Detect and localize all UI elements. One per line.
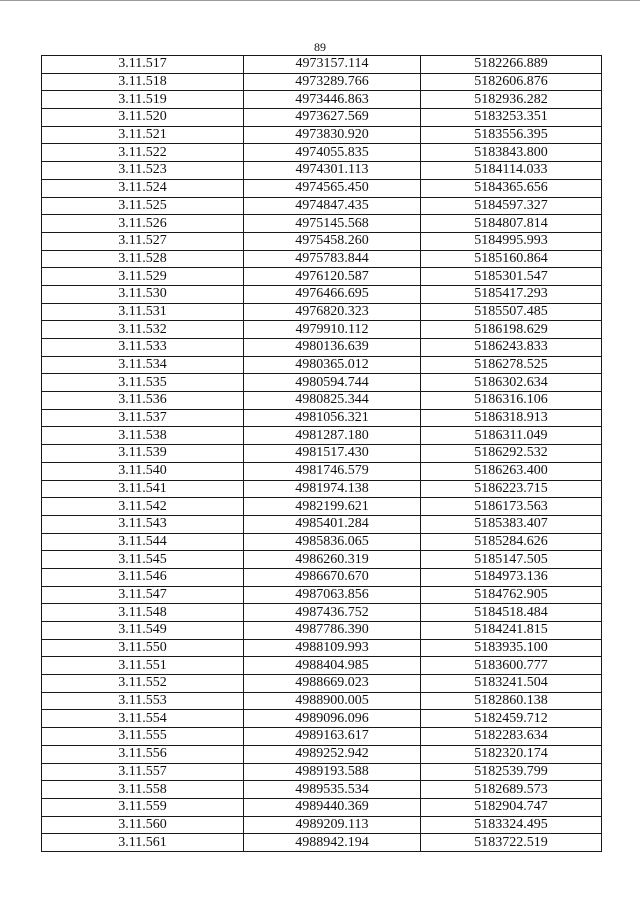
point-id-cell: 3.11.545	[42, 551, 244, 569]
table-row	[42, 568, 602, 586]
table-row	[42, 73, 602, 91]
x-coordinate-cell: 4989440.369	[244, 798, 421, 816]
y-coordinate-cell: 5182459.712	[421, 710, 602, 728]
y-coordinate-cell: 5184365.656	[421, 179, 602, 197]
point-id-cell: 3.11.534	[42, 356, 244, 374]
point-id-cell: 3.11.559	[42, 798, 244, 816]
point-id-cell: 3.11.537	[42, 409, 244, 427]
x-coordinate-cell: 4987063.856	[244, 586, 421, 604]
table-row	[42, 745, 602, 763]
point-id-cell: 3.11.525	[42, 197, 244, 215]
point-id-cell: 3.11.561	[42, 834, 244, 852]
y-coordinate-cell: 5183843.800	[421, 144, 602, 162]
y-coordinate-cell: 5182936.282	[421, 91, 602, 109]
y-coordinate-cell: 5186318.913	[421, 409, 602, 427]
y-coordinate-cell: 5182689.573	[421, 781, 602, 799]
y-coordinate-cell: 5185147.505	[421, 551, 602, 569]
point-id-cell: 3.11.548	[42, 604, 244, 622]
x-coordinate-cell: 4989193.588	[244, 763, 421, 781]
table-row	[42, 763, 602, 781]
point-id-cell: 3.11.544	[42, 533, 244, 551]
y-coordinate-cell: 5182266.889	[421, 56, 602, 74]
x-coordinate-cell: 4989209.113	[244, 816, 421, 834]
y-coordinate-cell: 5185507.485	[421, 303, 602, 321]
point-id-cell: 3.11.535	[42, 374, 244, 392]
y-coordinate-cell: 5183600.777	[421, 657, 602, 675]
y-coordinate-cell: 5184241.815	[421, 622, 602, 640]
point-id-cell: 3.11.550	[42, 639, 244, 657]
table-row	[42, 392, 602, 410]
y-coordinate-cell: 5185417.293	[421, 285, 602, 303]
table-row	[42, 816, 602, 834]
x-coordinate-cell: 4982199.621	[244, 498, 421, 516]
point-id-cell: 3.11.555	[42, 728, 244, 746]
y-coordinate-cell: 5184597.327	[421, 197, 602, 215]
point-id-cell: 3.11.529	[42, 268, 244, 286]
x-coordinate-cell: 4974565.450	[244, 179, 421, 197]
point-id-cell: 3.11.560	[42, 816, 244, 834]
point-id-cell: 3.11.539	[42, 445, 244, 463]
point-id-cell: 3.11.552	[42, 675, 244, 693]
point-id-cell: 3.11.558	[42, 781, 244, 799]
table-row	[42, 126, 602, 144]
table-row	[42, 622, 602, 640]
point-id-cell: 3.11.549	[42, 622, 244, 640]
table-row	[42, 339, 602, 357]
table-row	[42, 303, 602, 321]
table-row	[42, 427, 602, 445]
x-coordinate-cell: 4979910.112	[244, 321, 421, 339]
table-row	[42, 232, 602, 250]
x-coordinate-cell: 4973830.920	[244, 126, 421, 144]
x-coordinate-cell: 4973446.863	[244, 91, 421, 109]
y-coordinate-cell: 5186316.106	[421, 392, 602, 410]
table-row	[42, 250, 602, 268]
table-row	[42, 586, 602, 604]
y-coordinate-cell: 5183324.495	[421, 816, 602, 834]
point-id-cell: 3.11.522	[42, 144, 244, 162]
y-coordinate-cell: 5186223.715	[421, 480, 602, 498]
x-coordinate-cell: 4975145.568	[244, 215, 421, 233]
table-row	[42, 639, 602, 657]
page-number: 89	[314, 40, 326, 54]
x-coordinate-cell: 4988942.194	[244, 834, 421, 852]
table-row	[42, 728, 602, 746]
point-id-cell: 3.11.523	[42, 162, 244, 180]
x-coordinate-cell: 4974301.113	[244, 162, 421, 180]
coordinates-table-body	[42, 56, 602, 852]
point-id-cell: 3.11.524	[42, 179, 244, 197]
table-row	[42, 498, 602, 516]
y-coordinate-cell: 5182606.876	[421, 73, 602, 91]
table-row	[42, 515, 602, 533]
table-row	[42, 781, 602, 799]
table-row	[42, 798, 602, 816]
y-coordinate-cell: 5183556.395	[421, 126, 602, 144]
y-coordinate-cell: 5186263.400	[421, 462, 602, 480]
x-coordinate-cell: 4974055.835	[244, 144, 421, 162]
y-coordinate-cell: 5184973.136	[421, 568, 602, 586]
point-id-cell: 3.11.553	[42, 692, 244, 710]
y-coordinate-cell: 5185160.864	[421, 250, 602, 268]
point-id-cell: 3.11.530	[42, 285, 244, 303]
y-coordinate-cell: 5186198.629	[421, 321, 602, 339]
point-id-cell: 3.11.546	[42, 568, 244, 586]
table-row	[42, 374, 602, 392]
table-row	[42, 710, 602, 728]
point-id-cell: 3.11.541	[42, 480, 244, 498]
point-id-cell: 3.11.540	[42, 462, 244, 480]
point-id-cell: 3.11.533	[42, 339, 244, 357]
table-row	[42, 144, 602, 162]
x-coordinate-cell: 4980365.012	[244, 356, 421, 374]
x-coordinate-cell: 4975783.844	[244, 250, 421, 268]
y-coordinate-cell: 5183253.351	[421, 109, 602, 127]
x-coordinate-cell: 4985401.284	[244, 515, 421, 533]
x-coordinate-cell: 4988669.023	[244, 675, 421, 693]
y-coordinate-cell: 5184114.033	[421, 162, 602, 180]
table-row	[42, 409, 602, 427]
x-coordinate-cell: 4989535.534	[244, 781, 421, 799]
x-coordinate-cell: 4987436.752	[244, 604, 421, 622]
y-coordinate-cell: 5183722.519	[421, 834, 602, 852]
x-coordinate-cell: 4986670.670	[244, 568, 421, 586]
y-coordinate-cell: 5182283.634	[421, 728, 602, 746]
x-coordinate-cell: 4976820.323	[244, 303, 421, 321]
point-id-cell: 3.11.519	[42, 91, 244, 109]
point-id-cell: 3.11.547	[42, 586, 244, 604]
y-coordinate-cell: 5182320.174	[421, 745, 602, 763]
point-id-cell: 3.11.517	[42, 56, 244, 74]
point-id-cell: 3.11.527	[42, 232, 244, 250]
point-id-cell: 3.11.538	[42, 427, 244, 445]
x-coordinate-cell: 4976466.695	[244, 285, 421, 303]
coordinates-table	[41, 55, 602, 852]
table-row	[42, 462, 602, 480]
y-coordinate-cell: 5184807.814	[421, 215, 602, 233]
y-coordinate-cell: 5186278.525	[421, 356, 602, 374]
x-coordinate-cell: 4980594.744	[244, 374, 421, 392]
table-row	[42, 604, 602, 622]
x-coordinate-cell: 4981517.430	[244, 445, 421, 463]
x-coordinate-cell: 4987786.390	[244, 622, 421, 640]
x-coordinate-cell: 4976120.587	[244, 268, 421, 286]
point-id-cell: 3.11.531	[42, 303, 244, 321]
y-coordinate-cell: 5185383.407	[421, 515, 602, 533]
top-rule	[0, 0, 640, 1]
y-coordinate-cell: 5182904.747	[421, 798, 602, 816]
point-id-cell: 3.11.543	[42, 515, 244, 533]
point-id-cell: 3.11.526	[42, 215, 244, 233]
y-coordinate-cell: 5182539.799	[421, 763, 602, 781]
x-coordinate-cell: 4975458.260	[244, 232, 421, 250]
y-coordinate-cell: 5185301.547	[421, 268, 602, 286]
table-row	[42, 197, 602, 215]
point-id-cell: 3.11.556	[42, 745, 244, 763]
table-row	[42, 91, 602, 109]
y-coordinate-cell: 5185284.626	[421, 533, 602, 551]
point-id-cell: 3.11.528	[42, 250, 244, 268]
x-coordinate-cell: 4974847.435	[244, 197, 421, 215]
point-id-cell: 3.11.557	[42, 763, 244, 781]
x-coordinate-cell: 4989096.096	[244, 710, 421, 728]
x-coordinate-cell: 4973289.766	[244, 73, 421, 91]
table-row	[42, 445, 602, 463]
table-row	[42, 692, 602, 710]
y-coordinate-cell: 5184518.484	[421, 604, 602, 622]
table-row	[42, 356, 602, 374]
y-coordinate-cell: 5182860.138	[421, 692, 602, 710]
x-coordinate-cell: 4988404.985	[244, 657, 421, 675]
y-coordinate-cell: 5186292.532	[421, 445, 602, 463]
y-coordinate-cell: 5186311.049	[421, 427, 602, 445]
table-row	[42, 551, 602, 569]
x-coordinate-cell: 4989252.942	[244, 745, 421, 763]
point-id-cell: 3.11.521	[42, 126, 244, 144]
table-row	[42, 215, 602, 233]
x-coordinate-cell: 4981746.579	[244, 462, 421, 480]
x-coordinate-cell: 4980825.344	[244, 392, 421, 410]
point-id-cell: 3.11.518	[42, 73, 244, 91]
x-coordinate-cell: 4981974.138	[244, 480, 421, 498]
table-row	[42, 56, 602, 74]
table-row	[42, 162, 602, 180]
y-coordinate-cell: 5186243.833	[421, 339, 602, 357]
point-id-cell: 3.11.554	[42, 710, 244, 728]
y-coordinate-cell: 5186173.563	[421, 498, 602, 516]
point-id-cell: 3.11.536	[42, 392, 244, 410]
x-coordinate-cell: 4981056.321	[244, 409, 421, 427]
table-row	[42, 657, 602, 675]
table-row	[42, 179, 602, 197]
x-coordinate-cell: 4986260.319	[244, 551, 421, 569]
table-row	[42, 285, 602, 303]
x-coordinate-cell: 4988109.993	[244, 639, 421, 657]
table-row	[42, 675, 602, 693]
table-row	[42, 109, 602, 127]
table-row	[42, 321, 602, 339]
y-coordinate-cell: 5183241.504	[421, 675, 602, 693]
x-coordinate-cell: 4988900.005	[244, 692, 421, 710]
y-coordinate-cell: 5184995.993	[421, 232, 602, 250]
x-coordinate-cell: 4989163.617	[244, 728, 421, 746]
point-id-cell: 3.11.532	[42, 321, 244, 339]
x-coordinate-cell: 4973157.114	[244, 56, 421, 74]
table-row	[42, 533, 602, 551]
point-id-cell: 3.11.542	[42, 498, 244, 516]
y-coordinate-cell: 5186302.634	[421, 374, 602, 392]
x-coordinate-cell: 4981287.180	[244, 427, 421, 445]
y-coordinate-cell: 5183935.100	[421, 639, 602, 657]
point-id-cell: 3.11.520	[42, 109, 244, 127]
y-coordinate-cell: 5184762.905	[421, 586, 602, 604]
table-row	[42, 268, 602, 286]
point-id-cell: 3.11.551	[42, 657, 244, 675]
table-row	[42, 480, 602, 498]
table-row	[42, 834, 602, 852]
x-coordinate-cell: 4973627.569	[244, 109, 421, 127]
x-coordinate-cell: 4980136.639	[244, 339, 421, 357]
x-coordinate-cell: 4985836.065	[244, 533, 421, 551]
